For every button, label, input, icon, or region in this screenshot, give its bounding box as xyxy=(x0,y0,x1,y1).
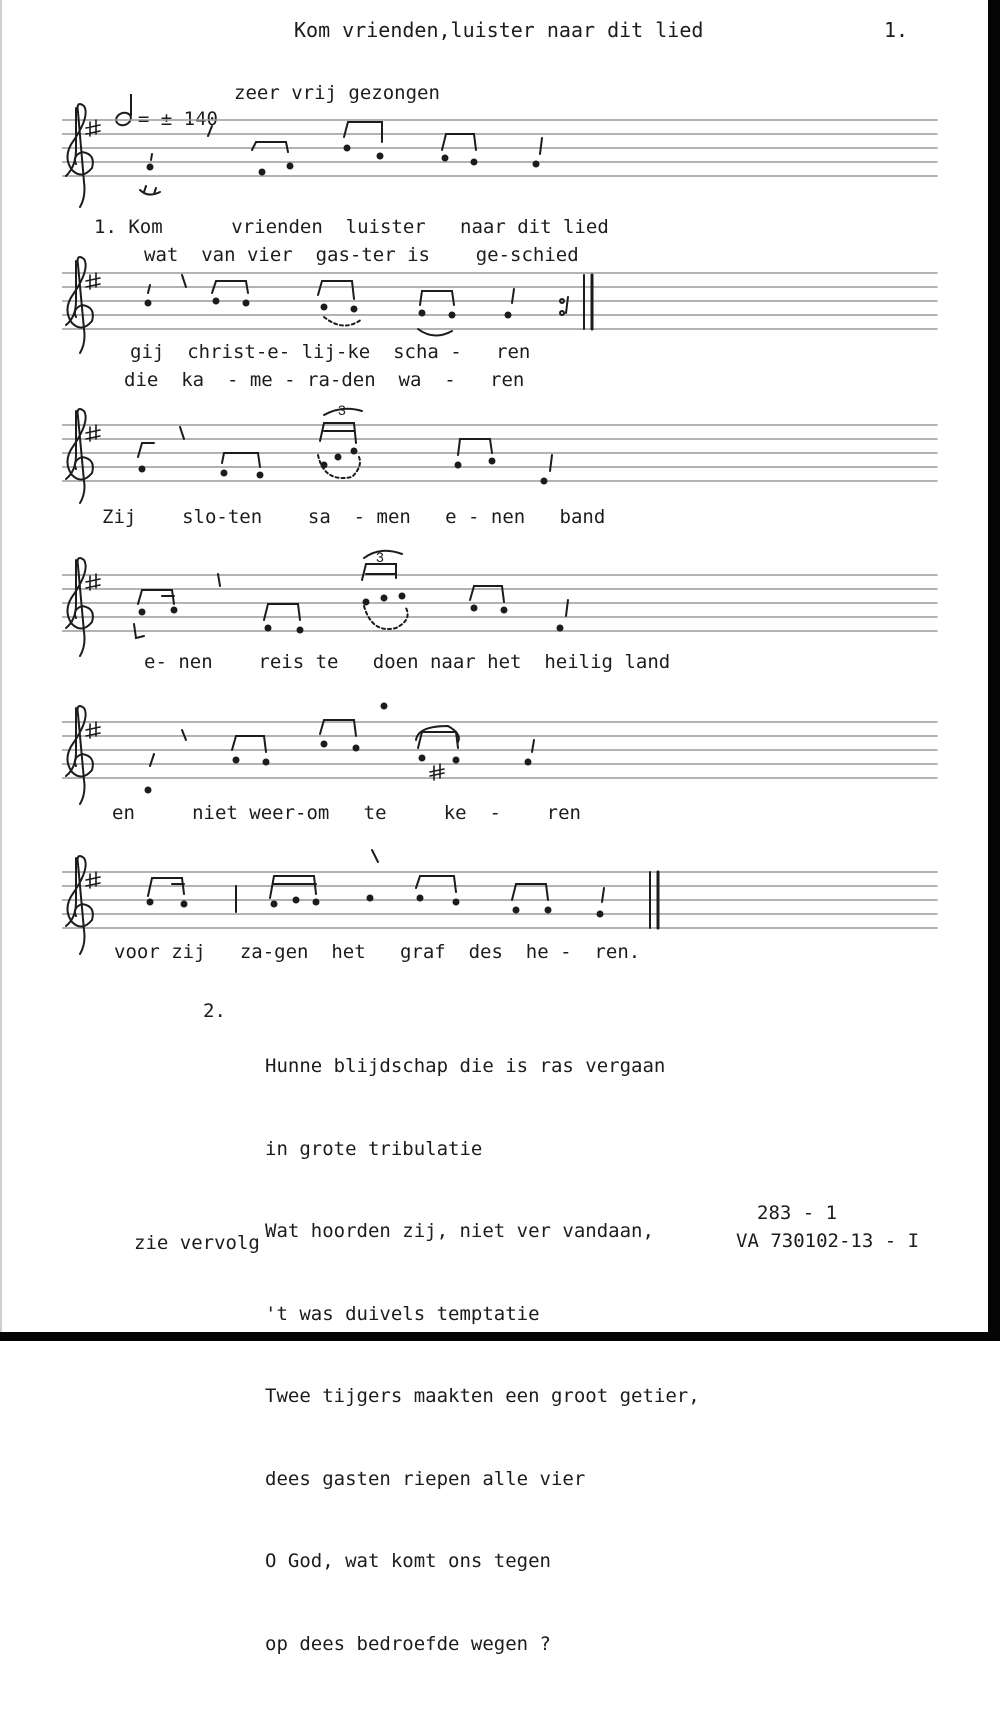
treble-clef-icon xyxy=(67,558,92,656)
lyric-line: gij christ-e- lij-ke scha - ren xyxy=(130,341,531,363)
staff-4 xyxy=(62,540,942,660)
verse-line: op dees bedroefde wegen ? xyxy=(265,1632,551,1655)
treble-clef-icon xyxy=(67,409,92,503)
svg-text:3: 3 xyxy=(338,402,346,418)
lyric-line: voor zij za-gen het graf des he - ren. xyxy=(114,941,641,963)
lyric-line: e- nen reis te doen naar het heilig land xyxy=(144,651,671,673)
lyric-line: 1. Kom vrienden luister naar dit lied xyxy=(94,216,609,238)
staff-1 xyxy=(62,92,942,222)
treble-clef-icon xyxy=(67,856,92,954)
verse-line: Hunne blijdschap die is ras vergaan xyxy=(265,1055,666,1077)
scan-edge-left xyxy=(0,0,2,1341)
verse-line: O God, wat komt ons tegen xyxy=(265,1550,551,1572)
verse-number: 2. xyxy=(203,1000,226,1022)
tempo-instruction: zeer vrij gezongen xyxy=(234,82,440,104)
lyric-line: Zij slo-ten sa - men e - nen band xyxy=(102,506,606,528)
verse-line: 't was duivels temptatie xyxy=(265,1302,540,1325)
page-number: 1. xyxy=(884,18,909,42)
verse-line: in grote tribulatie xyxy=(265,1137,483,1160)
treble-clef-icon xyxy=(67,257,92,353)
verse-line: Twee tijgers maakten een groot getier, xyxy=(265,1385,700,1407)
lyric-line: wat van vier gas-ter is ge-schied xyxy=(144,244,579,266)
staff-5 xyxy=(62,690,942,810)
svg-text:3: 3 xyxy=(376,549,384,565)
archive-code: VA 730102-13 - I xyxy=(736,1230,920,1252)
verse-2-lines xyxy=(265,998,700,1713)
reference-number: 283 - 1 xyxy=(757,1202,838,1224)
tempo-value: = ± 140 xyxy=(137,108,218,130)
verse-line: Wat hoorden zij, niet ver vandaan, xyxy=(265,1220,654,1242)
continued-note: zie vervolg xyxy=(134,1232,260,1254)
verse-line: dees gasten riepen alle vier xyxy=(265,1467,586,1490)
lyric-line: en niet weer-om te ke - ren xyxy=(112,802,581,824)
staff-3 xyxy=(62,395,942,510)
song-title: Kom vrienden,luister naar dit lied xyxy=(294,18,704,42)
scan-edge-right xyxy=(988,0,1000,1341)
lyric-line: die ka - me - ra-den wa - ren xyxy=(124,369,525,391)
treble-clef-icon xyxy=(67,706,92,804)
